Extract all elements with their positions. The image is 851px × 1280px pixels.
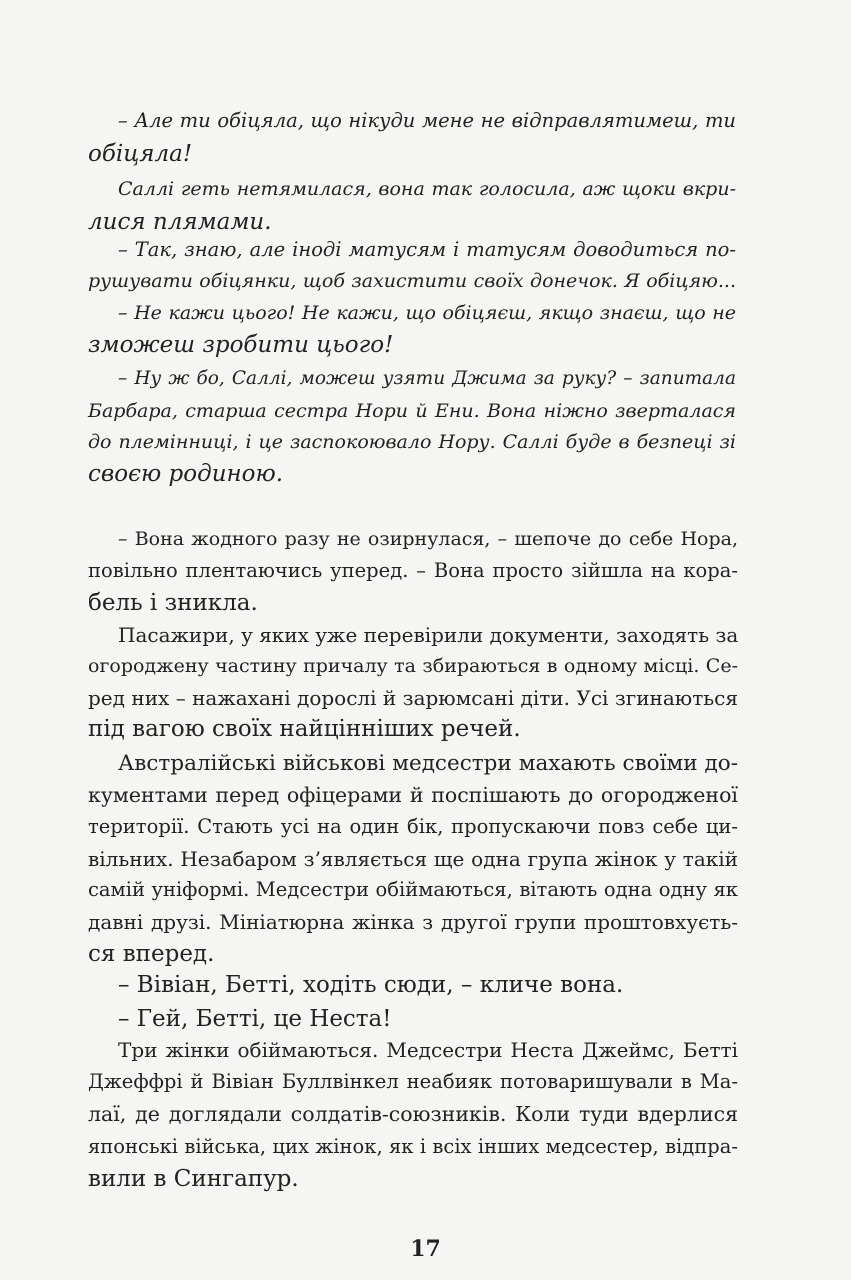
text-line: вили в Сингапур. <box>88 1166 299 1192</box>
text-line: лаї, де доглядали солдатів-союзників. Коли туди вдерлися <box>88 1102 738 1126</box>
text-line: під вагою своїх найцінніших речей. <box>88 716 521 742</box>
text-line: – Але ти обіцяла, що нікуди мене не відправлятимеш, ти <box>118 109 736 132</box>
page-number: 17 <box>410 1236 441 1262</box>
text-line: – Вівіан, Бетті, ходіть сюди, – кличе вона. <box>118 972 624 998</box>
text-line: повільно плентаючись уперед. – Вона просто зійшла на кора- <box>88 559 738 582</box>
text-line: Барбара, старша сестра Нори й Ени. Вона ніжно зверталася <box>88 400 736 422</box>
text-line: Саллі геть нетямилася, вона так голосила, аж щоки вкри- <box>118 178 736 200</box>
text-line: Пасажири, у яких уже перевірили документи, заходять за <box>118 623 739 647</box>
text-line: ся вперед. <box>88 941 215 967</box>
text-line: – Не кажи цього! Не кажи, що обіцяєш, якщо знаєш, що не <box>118 302 736 324</box>
text-line: – Вона жодного разу не озирнулася, – шепоче до себе Нора, <box>118 528 738 550</box>
text-line: бель і зникла. <box>88 590 258 616</box>
text-line: – Так, знаю, але іноді матусям і татусям доводиться по- <box>118 238 736 261</box>
text-line: самій уніформі. Медсестри обіймаються, вітають одна одну як <box>88 878 738 901</box>
text-line: – Гей, Бетті, це Неста! <box>118 1006 392 1032</box>
text-line: Три жінки обіймаються. Медсестри Неста Джеймс, Бетті <box>118 1038 738 1062</box>
text-line: японські війська, цих жінок, як і всіх інших медсестер, відпра- <box>88 1135 738 1158</box>
text-line: території. Стають усі на один бік, пропускаючи повз себе ци- <box>88 815 738 838</box>
text-line: лися плямами. <box>88 209 272 235</box>
text-line: вільних. Незабаром з’являється ще одна група жінок у такій <box>88 847 738 871</box>
text-line: огороджену частину причалу та збираються в одному місці. Се- <box>88 655 738 677</box>
text-line: своєю родиною. <box>88 461 284 487</box>
text-line: Джеффрі й Вівіан Буллвінкел неабияк потоваришували в Ма- <box>88 1070 738 1093</box>
text-line: давні друзі. Мініатюрна жінка з другої групи проштовхуєть- <box>88 910 738 934</box>
text-line: зможеш зробити цього! <box>88 332 394 358</box>
text-line: рушувати обіцянки, щоб захистити своїх донечок. Я обіцяю... <box>88 270 736 292</box>
text-line: Австралійські військові медсестри махають своїми до- <box>118 751 738 776</box>
text-line: ред них – нажахані дорослі й зарюмсані діти. Усі згинаються <box>88 686 738 710</box>
text-line: до племінниці, і це заспокоювало Нору. Саллі буде в безпеці зі <box>88 431 736 453</box>
text-line: обіцяла! <box>88 141 193 167</box>
text-line: кументами перед офіцерами й поспішають до огородженої <box>88 783 738 807</box>
text-line: – Ну ж бо, Саллі, можеш узяти Джима за руку? – запитала <box>118 368 736 389</box>
